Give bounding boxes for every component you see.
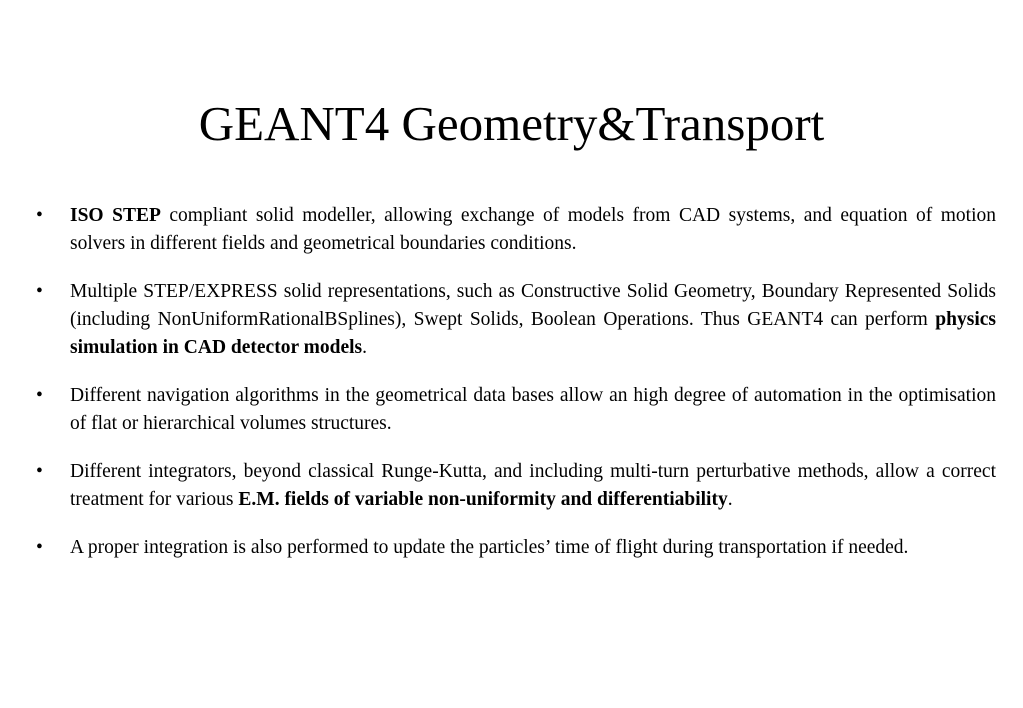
bullet-dot-icon: •: [36, 461, 43, 482]
bullet-text: A proper integration is also performed to update the particles’ time of flight during transportation if needed.: [70, 537, 909, 558]
bullet-item-time-of-flight: [0, 534, 1023, 562]
bullet-text-end: .: [727, 489, 733, 510]
bullet-bold-text: physics simulation in CAD detector models: [70, 309, 996, 358]
bullet-dot-icon: •: [36, 385, 43, 406]
bullet-text-end: .: [362, 337, 368, 358]
bullet-dot-icon: •: [36, 281, 43, 302]
bullet-text: Different navigation algorithms in the geometrical data bases allow an high degree of automation in the optimisation of flat or hierarchical volumes structures.: [70, 385, 996, 434]
bullet-dot-icon: •: [36, 205, 43, 226]
bullet-item-iso-step: [0, 202, 1023, 258]
bullet-list: [0, 202, 1023, 582]
bullet-bold-text: ISO STEP: [70, 205, 161, 226]
bullet-item-integrators: [0, 458, 1023, 514]
bullet-text: compliant solid modeller, allowing exchange of models from CAD systems, and equation of motion solvers in different fields and geometrical boundaries conditions.: [70, 205, 997, 254]
bullet-text: Different integrators, beyond classical Runge-Kutta, and including multi-turn perturbative methods, allow a correct treatment for various: [70, 461, 996, 510]
slide-title: GEANT4 Geometry&Transport: [198, 96, 825, 151]
bullet-dot-icon: •: [36, 537, 43, 558]
bullet-item-step-express: [0, 278, 1023, 362]
bullet-text: Multiple STEP/EXPRESS solid representations, such as Constructive Solid Geometry, Boundary Represented Solids (including NonUniformRationalBSplines), Swept Solids, Boolean Operations. Thus GEANT4 can perform: [70, 281, 996, 330]
bullet-bold-text: E.M. fields of variable non-uniformity and differentiability: [238, 489, 728, 510]
bullet-item-navigation: [0, 382, 1023, 438]
